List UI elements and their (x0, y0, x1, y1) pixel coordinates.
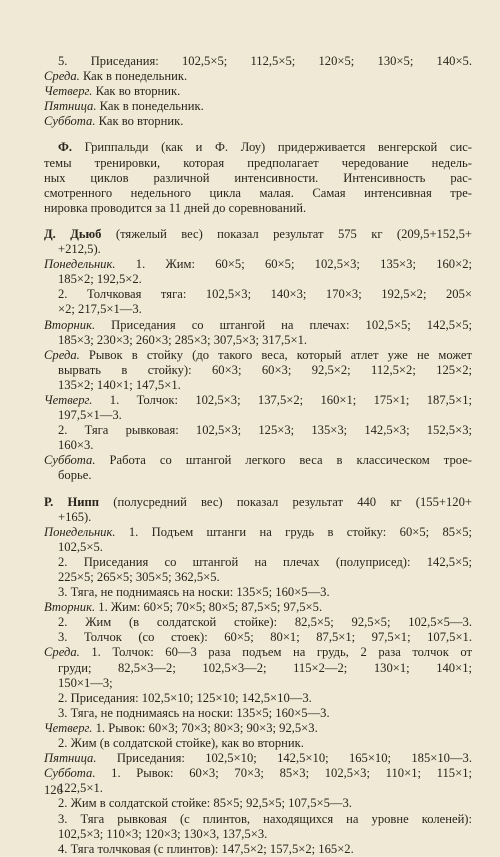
text-line (44, 812, 472, 827)
text-line (44, 333, 472, 348)
text-line (44, 378, 472, 393)
day-label: Понедельник. (44, 257, 116, 272)
line-text: груди; 82,5×3—2; 102,5×3—2; 115×2—2; 130×1; 140×1; (58, 660, 472, 675)
text-line (44, 54, 472, 69)
line-text: 2. Тяга рывковая: 102,5×3; 125×3; 135×3; 142,5×3; 152,5×3; (58, 423, 472, 438)
text-line (44, 645, 472, 660)
line-text: 160×3. (58, 438, 94, 453)
day-label: Пятница. (44, 751, 97, 766)
line-text: 3. Тяга рывковая (с плинтов, находящихся на уровне коленей): (58, 811, 472, 826)
line-text: 185×2; 192,5×2. (58, 272, 142, 287)
line-text: 3. Тяга, не поднимаясь на носки: 135×5; 160×5—3. (58, 585, 330, 600)
day-label: Суббота. (44, 114, 96, 129)
page-number: 126 (44, 783, 63, 797)
text-line (44, 510, 472, 525)
line-text: +212,5). (58, 242, 101, 257)
text-line (44, 171, 472, 186)
line-text: ных циклов различной интенсивности. Интенсивность рас- (44, 170, 472, 185)
paragraph-gap (44, 216, 472, 227)
text-line (44, 363, 472, 378)
line-text: Работа со штангой легкого веса в классическом трое- (95, 453, 472, 468)
day-label: Понедельник. (44, 524, 116, 539)
text-line (44, 842, 472, 857)
text-line (44, 84, 472, 99)
text-line (44, 691, 472, 706)
text-line (44, 781, 472, 796)
line-text: 2. Жим (в солдатской стойке): 82,5×5; 92,5×5; 102,5×5—3. (58, 615, 472, 630)
line-text: вырвать в стойку): 60×3; 60×3; 92,5×2; 112,5×2; 125×2; (58, 362, 472, 377)
line-text: 225×5; 265×5; 305×5; 362,5×5. (58, 570, 220, 584)
text-line (44, 438, 472, 453)
line-text: 2. Приседания: 102,5×10; 125×10; 142,5×10—3. (58, 690, 312, 705)
line-text: 2. Жим в солдатской стойке: 85×5; 92,5×5; 107,5×5—3. (58, 796, 352, 811)
text-line (44, 540, 472, 555)
line-text: Как во вторник. (92, 84, 181, 99)
line-text: 1. Жим: 60×5; 60×5; 102,5×3; 135×3; 160×2; (115, 257, 472, 272)
line-text: Как в понедельник. (79, 69, 188, 84)
line-text: 2. Толчковая тяга: 102,5×3; 140×3; 170×3; 192,5×2; 205× (58, 287, 472, 302)
line-text: Гриппальди (как и Ф. Лоу) придерживается венгерской сис- (71, 140, 472, 155)
text-line (44, 796, 472, 811)
line-text: Рывок в стойку (до такого веса, который атлет уже не может (79, 347, 472, 362)
paragraph-gap (44, 129, 472, 140)
text-line (44, 495, 472, 510)
line-text: 1. Жим: 60×5; 70×5; 80×5; 87,5×5; 97,5×5. (95, 600, 323, 615)
text-line (44, 706, 472, 721)
text-line (44, 242, 472, 257)
text-line (44, 827, 472, 842)
line-text: 122,5×1. (58, 781, 103, 796)
line-text: Как в понедельник. (96, 99, 204, 114)
line-text: 4. Тяга толчковая (с плинтов): 147,5×2; 157,5×2; 165×2. (58, 841, 354, 856)
text-line (44, 600, 472, 615)
text-line (44, 661, 472, 676)
text-line (44, 393, 472, 408)
text-line (44, 69, 472, 84)
day-label: Вторник. (44, 600, 96, 615)
text-line (44, 453, 472, 468)
line-text: 150×1—3; (58, 675, 113, 690)
line-text: нировка проводится за 11 дней до соревнований. (44, 200, 307, 215)
line-text: Приседания: 102,5×10; 142,5×10; 165×10; 185×10—3. (96, 751, 472, 766)
text-line (44, 272, 472, 287)
line-text: 2. Приседания со штангой на плечах (полуприсед): 142,5×5; (58, 554, 472, 569)
line-text: (полусредний вес) показал результат 440 кг (155+120+ (99, 494, 472, 509)
text-line (44, 630, 472, 645)
page-text (44, 54, 472, 857)
line-text: 1. Толчок: 102,5×3; 137,5×2; 160×1; 175×1; 187,5×1; (92, 392, 472, 407)
day-label: Четверг. (44, 84, 93, 99)
text-line (44, 570, 472, 585)
text-line (44, 287, 472, 302)
line-text: 197,5×1—3. (58, 408, 122, 423)
paragraph-gap (44, 484, 472, 495)
text-line (44, 736, 472, 751)
day-label: Среда. (44, 69, 80, 84)
line-text: 135×2; 140×1; 147,5×1. (58, 377, 181, 392)
text-line (44, 676, 472, 691)
text-line (44, 257, 472, 272)
line-text: 1. Толчок: 60—3 раза подъем на грудь, 2 раза толчок от (79, 645, 472, 660)
text-line (44, 751, 472, 766)
line-text: 1. Подъем штанги на грудь в стойку: 60×5; 85×5; (115, 524, 472, 539)
text-line (44, 318, 472, 333)
athlete-name: Д. Дьюб (44, 226, 102, 241)
line-text: ×2; 217,5×1—3. (58, 302, 142, 317)
text-line (44, 186, 472, 201)
text-line (44, 423, 472, 438)
text-line (44, 114, 472, 129)
athlete-name: Р. Нипп (44, 494, 100, 509)
line-text: (тяжелый вес) показал результат 575 кг (209,5+152,5+ (101, 226, 472, 241)
text-line (44, 525, 472, 540)
day-label: Пятница. (44, 99, 97, 114)
day-label: Четверг. (44, 720, 93, 735)
text-line (44, 201, 472, 216)
text-line (44, 140, 472, 155)
text-line (44, 156, 472, 171)
text-line (44, 585, 472, 600)
line-text: 185×3; 230×3; 260×3; 285×3; 307,5×3; 317,5×1. (58, 332, 308, 347)
text-line (44, 99, 472, 114)
text-line (44, 302, 472, 317)
day-label: Суббота. (44, 766, 96, 781)
line-text: +165). (58, 509, 92, 524)
text-line (44, 348, 472, 363)
line-text: борье. (58, 468, 92, 483)
text-line (44, 721, 472, 736)
day-label: Четверг. (44, 392, 93, 407)
line-text: 102,5×3; 110×3; 120×3; 130×3, 137,5×3. (58, 826, 268, 841)
line-text: 102,5×5. (58, 539, 103, 554)
day-label: Суббота. (44, 453, 96, 468)
text-line (44, 468, 472, 483)
text-line (44, 227, 472, 242)
text-line (44, 555, 472, 570)
line-text: 2. Жим (в солдатской стойке), как во вторник. (58, 736, 304, 751)
line-text: 1. Рывок: 60×3; 70×3; 85×3; 102,5×3; 110×1; 115×1; (95, 766, 472, 781)
line-text: смотренного недельного цикла малая. Самая интенсивная тре- (44, 185, 472, 200)
line-text: 1. Рывок: 60×3; 70×3; 80×3; 90×3; 92,5×3. (92, 720, 318, 735)
day-label: Среда. (44, 645, 80, 660)
text-line (44, 615, 472, 630)
line-text: 3. Тяга, не поднимаясь на носки: 135×5; 160×5—3. (58, 705, 330, 720)
day-label: Среда. (44, 347, 80, 362)
athlete-name: Ф. (58, 140, 72, 155)
day-label: Вторник. (44, 317, 96, 332)
line-text: Приседания со штангой на плечах: 102,5×5; 142,5×5; (95, 317, 472, 332)
line-text: 5. Приседания: 102,5×5; 112,5×5; 120×5; 130×5; 140×5. (58, 54, 472, 68)
line-text: 3. Толчок (со стоек): 60×5; 80×1; 87,5×1; 97,5×1; 107,5×1. (58, 630, 472, 645)
line-text: Как во вторник. (95, 114, 184, 129)
text-line (44, 408, 472, 423)
text-line (44, 766, 472, 781)
line-text: темы тренировки, которая предполагает чередование недель- (44, 155, 472, 170)
